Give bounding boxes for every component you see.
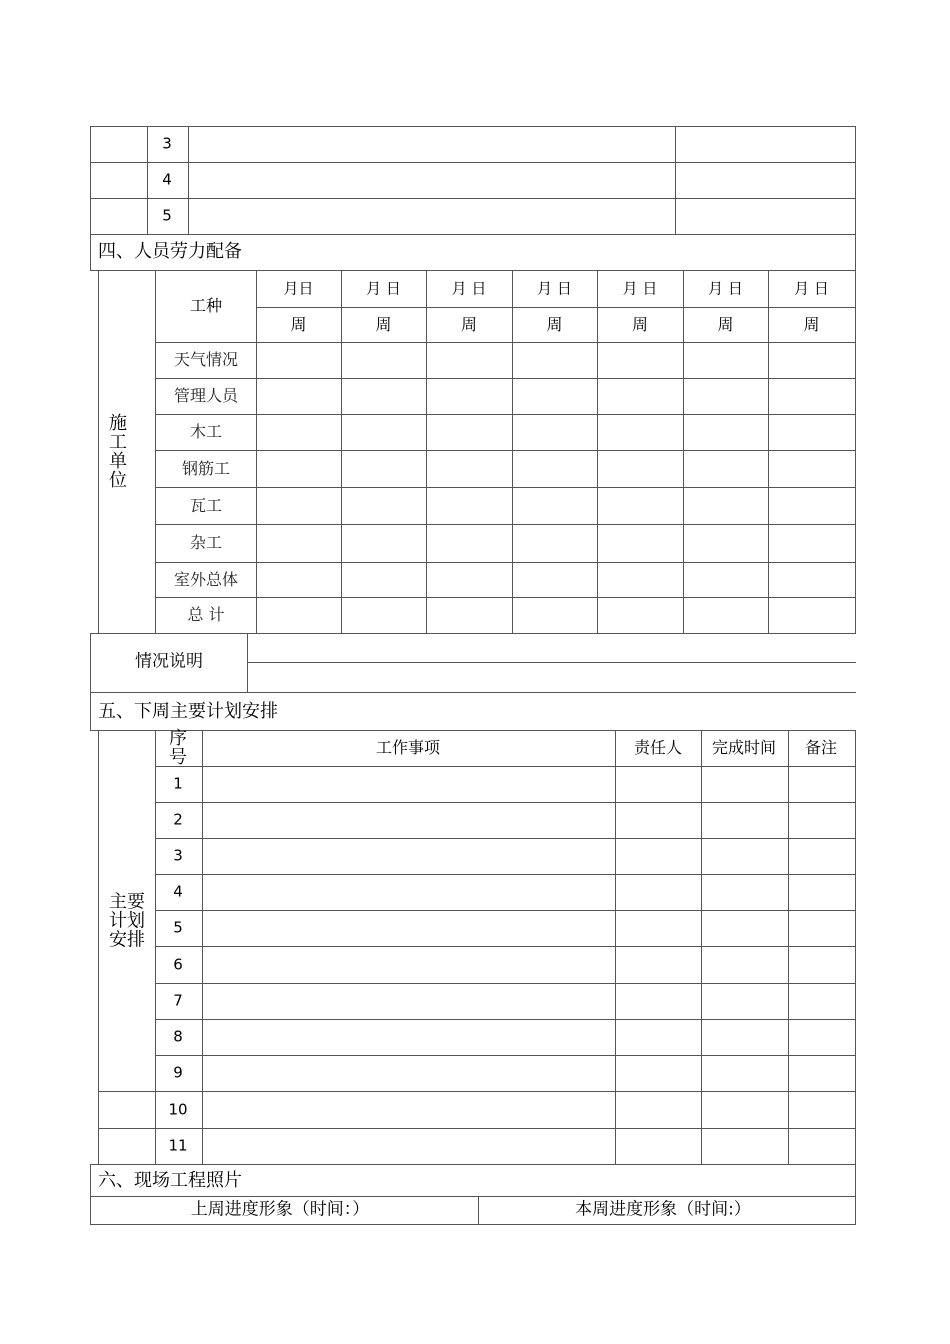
rule-line — [155, 910, 856, 911]
section-title-rule — [90, 270, 856, 271]
rule-line — [155, 1019, 856, 1020]
top-table-rule — [90, 162, 856, 163]
note-header: 备注 — [804, 738, 838, 757]
rule-line — [155, 597, 856, 598]
rule-line — [155, 874, 856, 875]
top-table-border — [90, 126, 91, 235]
plan-row-number: 1 — [173, 774, 183, 793]
week-header: 周 — [290, 315, 307, 334]
rule-line — [155, 414, 856, 415]
rule-line — [90, 1164, 91, 1225]
rule-line — [855, 1164, 856, 1225]
plan-row-number: 2 — [173, 810, 183, 829]
section6-title: 六、现场工程照片 — [98, 1170, 242, 1191]
date-header: 月 日 — [794, 279, 829, 298]
rule-line — [155, 1055, 856, 1056]
this-week-progress-label: 本周进度形象（时间:） — [575, 1199, 751, 1220]
rule-line — [478, 1196, 479, 1225]
rule-line — [188, 126, 189, 235]
rule-line — [155, 1128, 856, 1129]
rule-line — [202, 730, 203, 1165]
date-header: 月 日 — [451, 279, 487, 298]
top-row-number: 5 — [162, 206, 172, 225]
completion-time-header: 完成时间 — [711, 738, 777, 757]
week-header: 周 — [717, 315, 734, 334]
labor-row-label: 室外总体 — [173, 569, 239, 589]
rule-line — [615, 730, 616, 1165]
top-row-number: 3 — [162, 134, 172, 153]
rule-line — [90, 1196, 856, 1197]
top-row-number: 4 — [162, 170, 172, 189]
responsible-header: 责任人 — [633, 738, 683, 757]
rule-line — [155, 1091, 856, 1092]
top-table-rule — [90, 198, 856, 199]
week-header: 周 — [460, 315, 478, 334]
rule-line — [155, 802, 856, 803]
rule-line — [512, 270, 513, 634]
section5-left-border — [98, 730, 99, 1165]
rule-line — [155, 562, 856, 563]
labor-row-label: 瓦工 — [189, 495, 223, 515]
rule-line — [247, 633, 248, 693]
work-type-header: 工种 — [189, 296, 223, 315]
rule-line — [597, 270, 598, 634]
situation-line — [247, 662, 856, 663]
rule-line — [788, 730, 789, 1165]
week-header: 周 — [631, 315, 649, 334]
labor-row-label: 管理人员 — [173, 386, 239, 405]
labor-row-label: 木工 — [189, 422, 223, 441]
rule-line — [147, 126, 148, 235]
rule-line — [90, 1164, 856, 1165]
rule-line — [90, 234, 91, 271]
rule-line — [341, 270, 342, 634]
rule-line — [155, 378, 856, 379]
labor-row-label: 总 计 — [187, 605, 225, 624]
rule-line — [90, 730, 856, 731]
main-plan-label: 主要计划安排 — [109, 891, 145, 951]
table-border-right — [855, 126, 856, 271]
rule-line — [701, 730, 702, 1165]
rule-line — [90, 692, 856, 693]
rule-line — [155, 450, 856, 451]
rule-line — [768, 270, 769, 634]
work-item-header: 工作事项 — [375, 738, 441, 757]
last-week-progress-label: 上周进度形象（时间：） — [190, 1199, 370, 1220]
rule-line — [90, 633, 91, 693]
seq-header: 序号 — [169, 728, 187, 768]
rule-line — [155, 766, 856, 767]
labor-row-label: 钢筋工 — [181, 458, 231, 478]
rule-line — [683, 270, 684, 634]
rule-line — [155, 270, 156, 634]
date-header: 月日 — [283, 279, 314, 298]
rule-line — [855, 270, 856, 634]
plan-row-number: 6 — [173, 955, 183, 973]
header-divider — [256, 307, 856, 308]
plan-row-number: 9 — [173, 1063, 183, 1082]
rule-line — [155, 946, 856, 947]
rule-line — [675, 126, 676, 235]
bottom-border — [90, 1224, 856, 1225]
week-header: 周 — [546, 315, 563, 334]
date-header: 月 日 — [622, 279, 658, 298]
construction-unit-label: 施工单位 — [109, 413, 127, 491]
rule-line — [98, 1128, 156, 1129]
section5-title: 五、下周主要计划安排 — [98, 701, 278, 722]
week-header: 周 — [375, 315, 392, 334]
rule-line — [98, 1091, 156, 1092]
rule-line — [426, 270, 427, 634]
plan-row-number: 4 — [173, 882, 183, 901]
date-header: 月 日 — [537, 279, 572, 298]
date-header: 月 日 — [366, 279, 401, 298]
plan-row-number: 5 — [173, 918, 183, 937]
section4-left-border — [98, 270, 99, 634]
top-table-rule — [90, 234, 856, 235]
rule-line — [155, 487, 856, 488]
labor-row-label: 天气情况 — [173, 350, 239, 369]
plan-row-number: 10 — [168, 1100, 188, 1118]
rule-line — [155, 524, 856, 525]
rule-line — [155, 838, 856, 839]
plan-row-number: 3 — [173, 846, 183, 865]
date-header: 月 日 — [708, 279, 743, 298]
situation-label: 情况说明 — [135, 651, 203, 672]
plan-row-number: 7 — [173, 991, 183, 1010]
labor-row-label: 杂工 — [189, 533, 223, 552]
rule-line — [155, 730, 156, 1165]
top-table-rule — [90, 126, 856, 127]
section4-title: 四、人员劳力配备 — [98, 241, 242, 262]
week-header: 周 — [803, 315, 820, 334]
rule-line — [155, 342, 856, 343]
plan-row-number: 8 — [173, 1027, 183, 1046]
rule-line — [256, 270, 257, 634]
rule-line — [90, 692, 91, 731]
rule-line — [90, 633, 856, 634]
plan-row-number: 11 — [168, 1136, 188, 1155]
rule-line — [155, 983, 856, 984]
rule-line — [855, 730, 856, 1165]
